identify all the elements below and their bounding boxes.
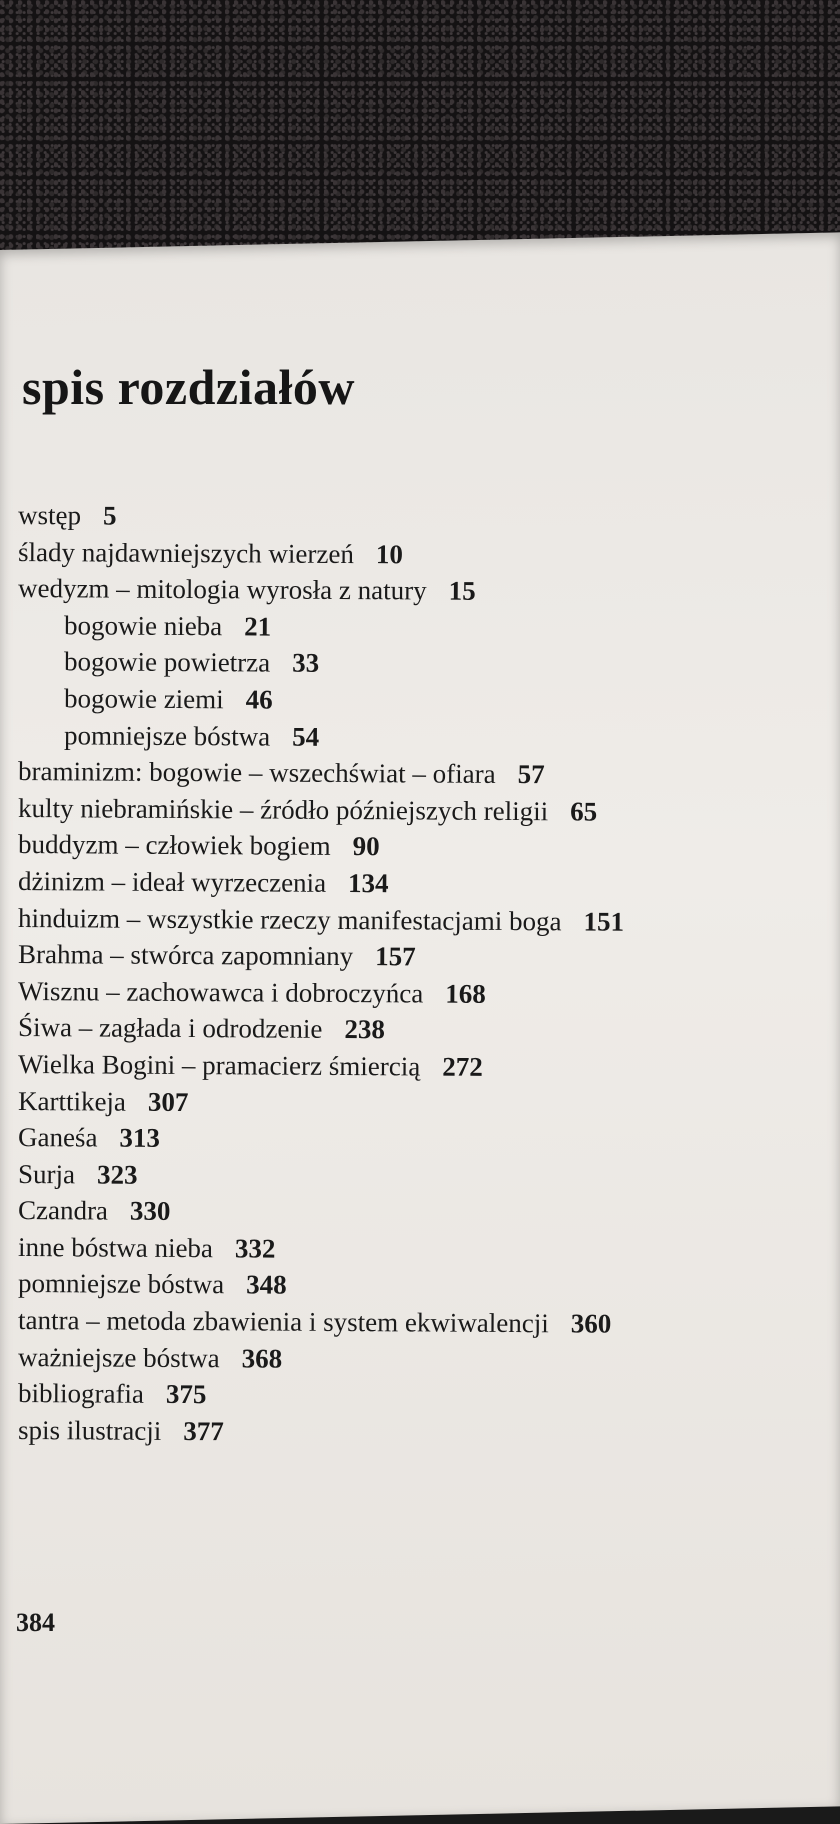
- toc-entry-page: 10: [375, 538, 403, 569]
- toc-entry-page: 168: [445, 978, 486, 1009]
- toc-entry-label: pomniejsze bóstwa: [17, 1268, 225, 1300]
- toc-entry-label: Śiwa – zagłada i odrodzenie: [17, 1012, 323, 1045]
- toc-entry: [18, 756, 818, 797]
- toc-entry: [18, 903, 818, 944]
- toc-entry-label: tantra – metoda zbawienia i system ekwiwalencji: [17, 1305, 549, 1339]
- toc-entry-page: 360: [570, 1308, 612, 1339]
- toc-entry: [18, 1305, 818, 1346]
- toc-entry: [18, 1415, 818, 1456]
- toc-entry-label: ważniejsze bóstwa: [17, 1341, 220, 1373]
- toc-entry-label: Brahma – stwórca zapomniany: [17, 939, 354, 972]
- toc-entry-label: wstęp: [17, 500, 82, 531]
- toc-entry: [18, 866, 818, 907]
- toc-entry-label: Karttikeja: [17, 1085, 127, 1117]
- toc-entry: [18, 976, 818, 1017]
- toc-entry-page: 46: [245, 684, 273, 715]
- toc-entry: [18, 1122, 818, 1163]
- toc-entry-page: 323: [96, 1159, 138, 1190]
- page-title: spis rozdziałów: [22, 359, 355, 415]
- toc-entry-page: 348: [246, 1269, 287, 1301]
- toc-entry-page: 330: [129, 1195, 171, 1227]
- toc-entry-page: 5: [102, 500, 117, 531]
- toc-entry-label: spis ilustracji: [17, 1414, 162, 1446]
- toc-entry-label: Wielka Bogini – pramacierz śmiercią: [17, 1048, 421, 1082]
- toc-entry-label: Czandra: [17, 1195, 109, 1226]
- toc-entry-page: 65: [570, 796, 598, 827]
- toc-entry: [18, 1195, 818, 1236]
- toc-entry-label: bibliografia: [17, 1378, 145, 1410]
- page-number: 384: [16, 1608, 55, 1637]
- toc-entry-label: pomniejsze bóstwa: [63, 719, 271, 752]
- toc-entry-page: 238: [344, 1014, 385, 1045]
- toc-entry: [18, 1049, 818, 1090]
- toc-entry-label: kulty niebramińskie – źródło późniejszych religii: [17, 792, 549, 826]
- toc-entry: [18, 537, 818, 578]
- toc-entry-page: 368: [241, 1343, 283, 1374]
- toc-entry-page: 54: [292, 721, 320, 752]
- toc-entry-label: bogowie ziemi: [63, 683, 224, 715]
- toc-entry: [18, 1012, 818, 1053]
- toc-entry: [18, 1378, 818, 1419]
- toc-entry-page: 157: [375, 941, 416, 972]
- toc-entry: [18, 646, 818, 687]
- toc-entry: [18, 573, 818, 614]
- toc-entry: [18, 500, 818, 541]
- toc-entry: [18, 1342, 818, 1383]
- toc-entry-page: 272: [442, 1051, 483, 1082]
- toc-entry-page: 375: [165, 1379, 207, 1410]
- toc-entry-label: dżinizm – ideał wyrzeczenia: [17, 865, 327, 898]
- toc-entry-page: 134: [348, 867, 389, 899]
- toc-entry: [18, 1268, 818, 1309]
- toc-entry-page: 151: [583, 905, 625, 937]
- toc-entry-page: 15: [448, 575, 476, 606]
- toc-entry-label: inne bóstwa nieba: [17, 1231, 214, 1264]
- toc-entry-label: ślady najdawniejszych wierzeń: [17, 536, 354, 569]
- toc-entry: [18, 1159, 818, 1200]
- toc-entry: [18, 1232, 818, 1273]
- toc-entry-label: Ganeśa: [17, 1122, 98, 1153]
- toc-entry-page: 377: [183, 1415, 224, 1447]
- toc-entry-label: bogowie nieba: [63, 610, 223, 642]
- toc-entry: [18, 829, 818, 870]
- toc-entry-page: 332: [234, 1233, 276, 1264]
- toc-entry-page: 313: [119, 1122, 161, 1153]
- toc-entry-page: 57: [517, 759, 545, 790]
- toc-entry: [18, 1086, 818, 1127]
- toc-entry-page: 90: [352, 831, 380, 862]
- toc-entry: [18, 683, 818, 724]
- toc-entry-label: braminizm: bogowie – wszechświat – ofiara: [17, 756, 496, 790]
- toc-entry-label: buddyzm – człowiek bogiem: [17, 829, 331, 862]
- toc-entry: [18, 793, 818, 834]
- toc-entry-page: 21: [244, 611, 272, 642]
- toc-entry-label: bogowie powietrza: [63, 646, 271, 678]
- toc-entry: [18, 939, 818, 980]
- toc-entry-label: Surja: [17, 1158, 76, 1190]
- toc-entry: [18, 720, 818, 761]
- toc-entry-label: wedyzm – mitologia wyrosła z natury: [17, 573, 427, 606]
- toc-entry-label: hinduizm – wszystkie rzeczy manifestacjami boga: [17, 902, 562, 936]
- toc-entry-page: 33: [292, 648, 320, 679]
- toc-entry-label: Wisznu – zachowawca i dobroczyńca: [17, 975, 424, 1009]
- toc-entry-page: 307: [147, 1086, 189, 1117]
- toc-entry: [18, 610, 818, 651]
- table-of-contents: [18, 500, 818, 1451]
